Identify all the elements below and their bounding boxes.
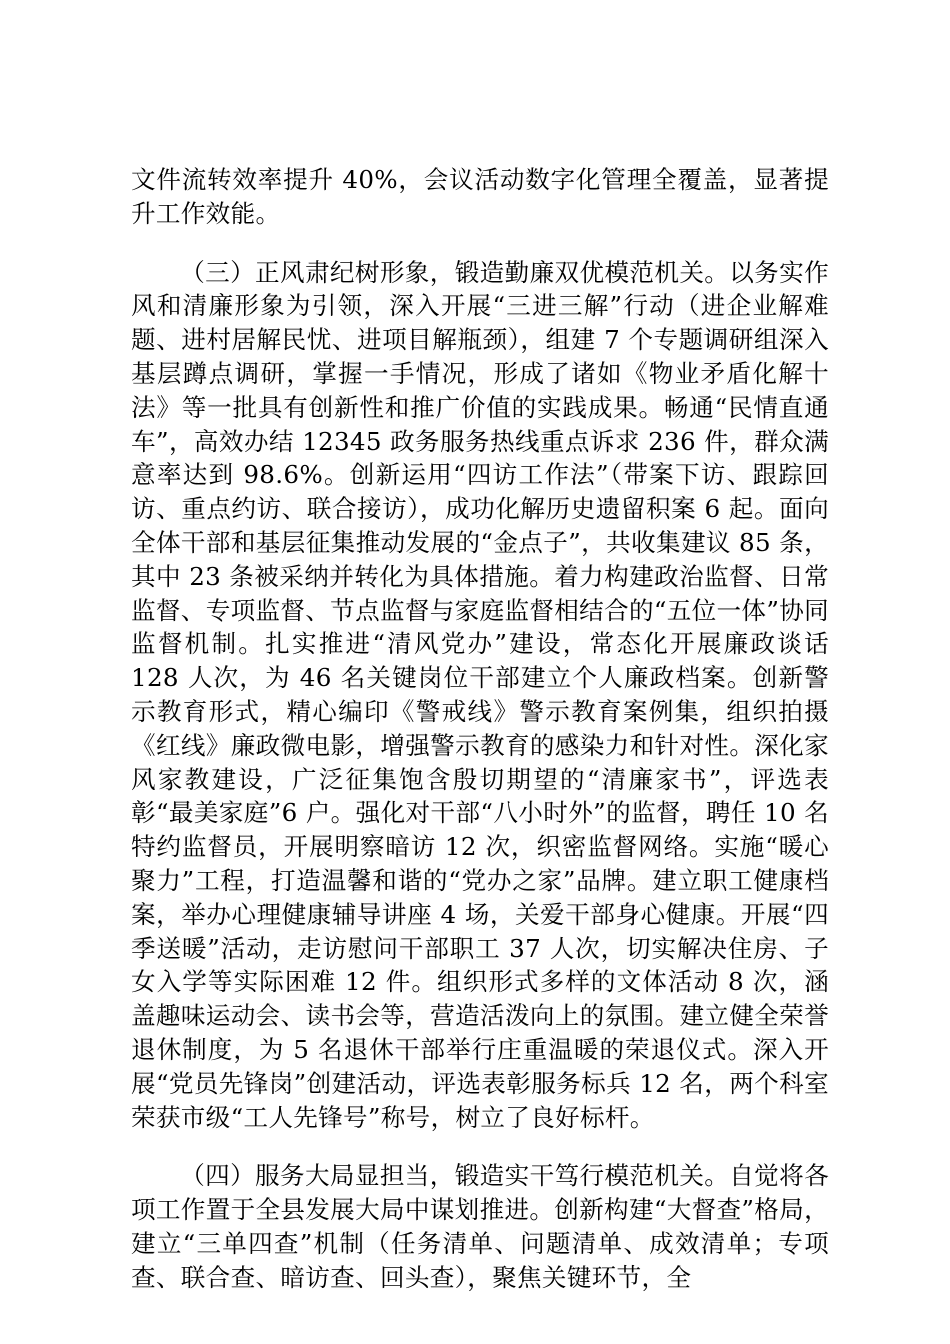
paragraph-section-four: （四）服务大局显担当，锻造实干笃行模范机关。自觉将各项工作置于全县发展大局中谋划推进。创新构建“大督查”格局，建立“三单四查”机制（任务清单、问题清单、成效清单；专项查、联合查、暗访查、回头查），聚焦关键环节，全 <box>131 1161 829 1292</box>
document-body <box>131 163 829 1295</box>
paragraph-section-three: （三）正风肃纪树形象，锻造勤廉双优模范机关。以务实作风和清廉形象为引领，深入开展“三进三解”行动（进企业解难题、进村居解民忧、进项目解瓶颈），组建 7 个专题调研组深入基层蹲点调研，掌握一手情况，形成了诸如《物业矛盾化解十法》等一批具有创新性和推广价值的实践成果。畅通“民情直通车”，高效办结 12345 政务服务热线重点诉求 236 件，群众满意率达到 98.6%。创新运用“四访工作法”（带案下访、跟踪回访、重点约访、联合接访），成功化解历史遗留积案 6 起。面向全体干部和基层征集推动发展的“金点子”，共收集建议 85 条，其中 23 条被采纳并转化为具体措施。着力构建政治监督、日常监督、专项监督、节点监督与家庭监督相结合的“五位一体”协同监督机制。扎实推进“清风党办”建设，常态化开展廉政谈话 128 人次，为 46 名关键岗位干部建立个人廉政档案。创新警示教育形式，精心编印《警戒线》警示教育案例集，组织拍摄《红线》廉政微电影，增强警示教育的感染力和针对性。深化家风家教建设，广泛征集饱含殷切期望的“清廉家书”，评选表彰“最美家庭”6 户。强化对干部“八小时外”的监督，聘任 10 名特约监督员，开展明察暗访 12 次，织密监督网络。实施“暖心聚力”工程，打造温馨和谐的“党办之家”品牌。建立职工健康档案，举办心理健康辅导讲座 4 场，关爱干部身心健康。开展“四季送暖”活动，走访慰问干部职工 37 人次，切实解决住房、子女入学等实际困难 12 件。组织形式多样的文体活动 8 次，涵盖趣味运动会、读书会等，营造活泼向上的氛围。建立健全荣誉退休制度，为 5 名退休干部举行庄重温暖的荣退仪式。深入开展“党员先锋岗”创建活动，评选表彰服务标兵 12 名，两个科室荣获市级“工人先锋号”称号，树立了良好标杆。 <box>131 257 829 1132</box>
paragraph-continuation: 文件流转效率提升 40%，会议活动数字化管理全覆盖，显著提升工作效能。 <box>131 165 829 228</box>
